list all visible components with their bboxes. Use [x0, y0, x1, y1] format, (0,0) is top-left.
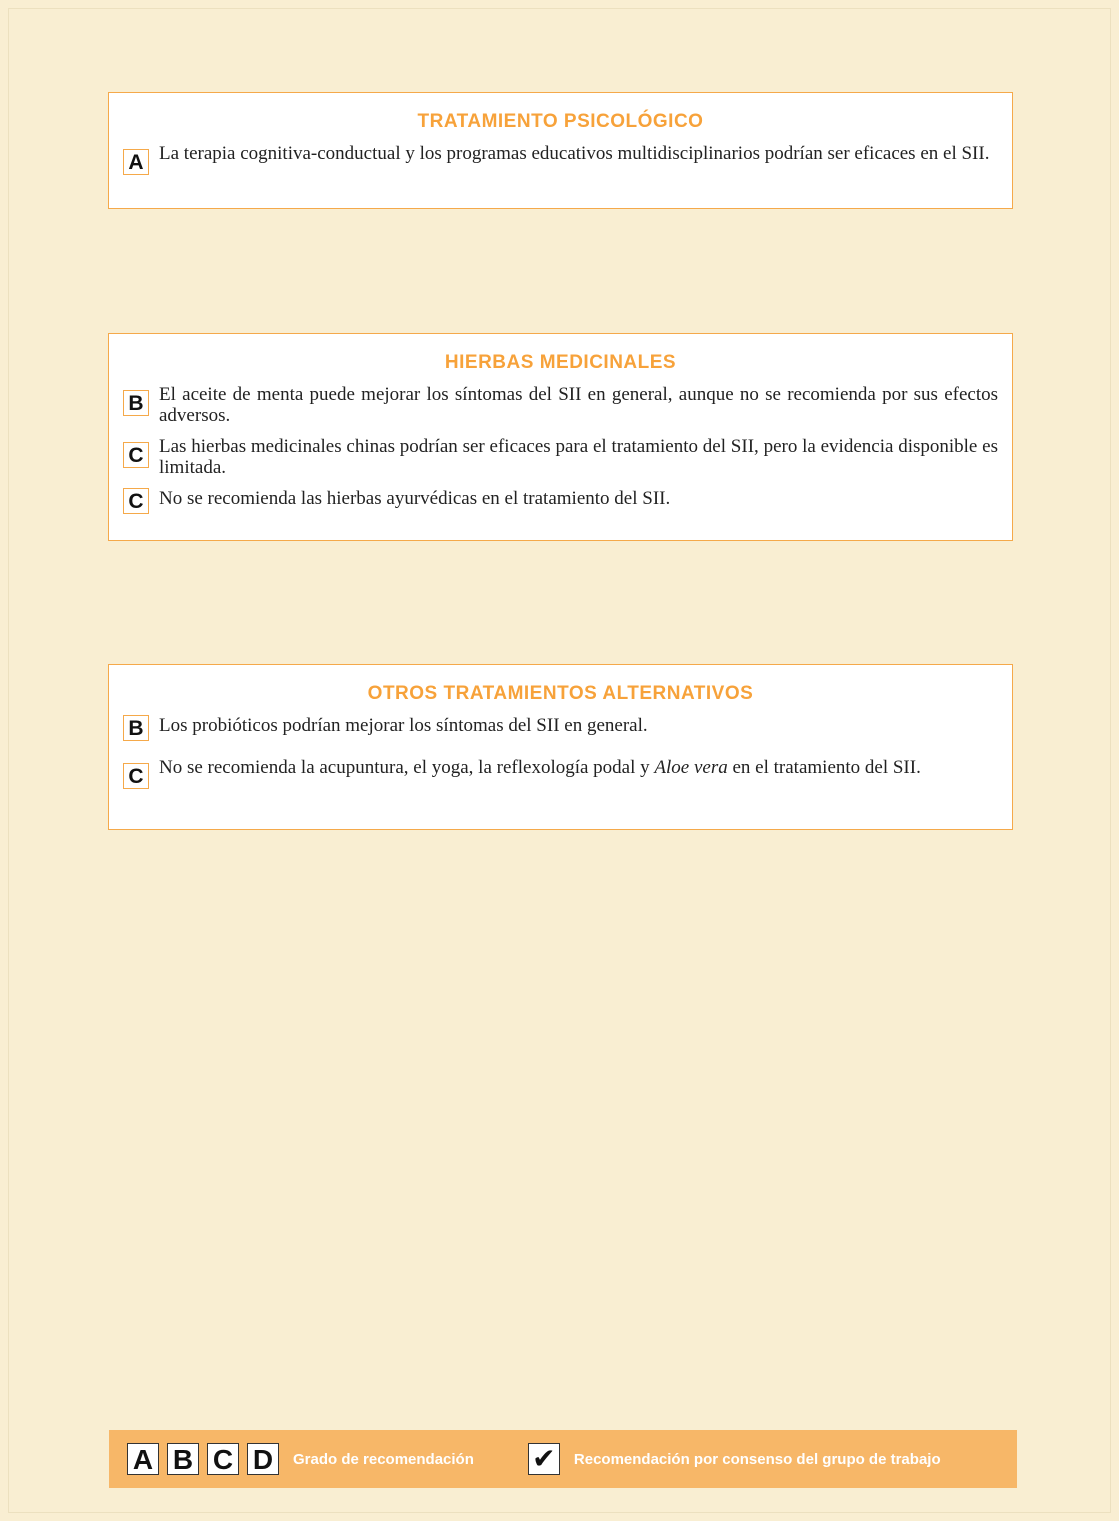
section-psychological-treatment	[108, 92, 1013, 209]
grade-badge: B	[123, 390, 149, 416]
legend-consensus-label: Recomendación por consenso del grupo de trabajo	[573, 1450, 941, 1468]
legend-grade-c: C	[207, 1443, 239, 1475]
grade-badge: C	[123, 442, 149, 468]
recommendation-text: Los probióticos podrían mejorar los síntomas del SII en general.	[159, 715, 648, 736]
recommendation-item	[123, 715, 998, 741]
grade-badge: A	[123, 149, 149, 175]
text-before: No se recomienda la acupuntura, el yoga, la reflexología podal y	[159, 757, 655, 778]
recommendation-text: La terapia cognitiva-conductual y los programas educativos multidisciplinarios podrían ser eficaces en el SII.	[159, 143, 990, 164]
section-other-alternative-treatments	[108, 664, 1013, 830]
recommendation-text	[159, 757, 998, 778]
grade-badge: C	[123, 763, 149, 789]
section-medicinal-herbs	[108, 333, 1013, 541]
grade-badge: B	[123, 715, 149, 741]
recommendation-item	[123, 384, 998, 426]
recommendation-item	[123, 436, 998, 478]
recommendation-item	[123, 143, 998, 175]
recommendation-item	[123, 757, 998, 789]
section-title: HIERBAS MEDICINALES	[444, 352, 677, 373]
recommendation-text: No se recomienda las hierbas ayurvédicas en el tratamiento del SII.	[159, 488, 671, 509]
legend-grade-b: B	[167, 1443, 199, 1475]
section-title: TRATAMIENTO PSICOLÓGICO	[417, 111, 704, 132]
check-icon: ✔	[528, 1443, 560, 1475]
text-after: en el tratamiento del SII.	[727, 757, 921, 778]
text-italic: Aloe vera	[654, 757, 728, 778]
legend-grade-d: D	[247, 1443, 279, 1475]
grade-badge: C	[123, 488, 149, 514]
legend-grades-label: Grado de recomendación	[293, 1450, 474, 1468]
recommendation-text: El aceite de menta puede mejorar los síntomas del SII en general, aunque no se recomienda por sus efectos adversos.	[159, 384, 998, 426]
legend-grade-a: A	[127, 1443, 159, 1475]
legend-bar	[109, 1430, 1017, 1488]
recommendation-item	[123, 488, 998, 514]
recommendation-text: Las hierbas medicinales chinas podrían ser eficaces para el tratamiento del SII, pero la evidencia disponible es limitada.	[159, 436, 998, 478]
section-title: OTROS TRATAMIENTOS ALTERNATIVOS	[367, 683, 754, 704]
